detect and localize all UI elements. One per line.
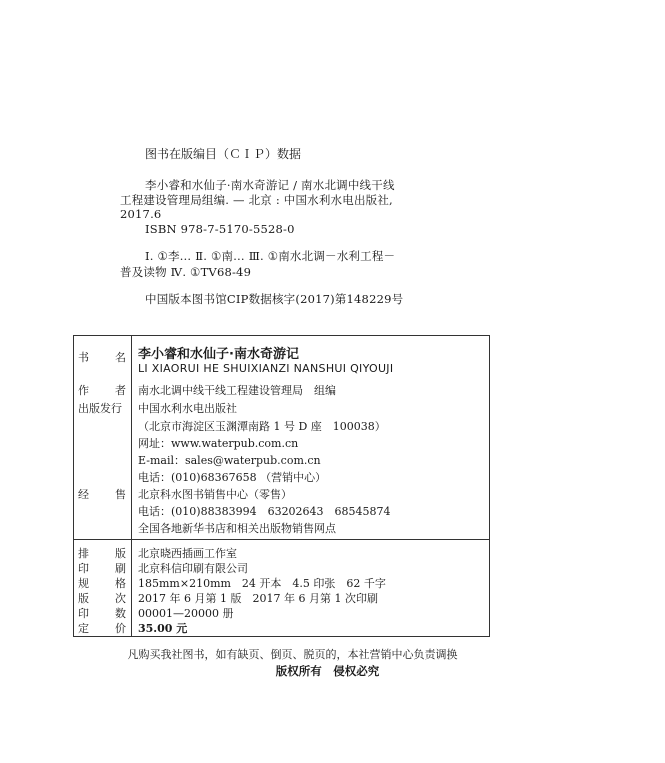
- cip-heading: 图书在版编目（ＣＩＰ）数据: [145, 147, 302, 161]
- label-char: 售: [115, 488, 126, 501]
- label-char: 数: [115, 607, 126, 620]
- label-char: 版: [115, 547, 126, 560]
- label-char: 规: [78, 577, 89, 590]
- label-char: 经: [78, 488, 89, 501]
- distributor-network: 全国各地新华书店和相关出版物销售网点: [138, 522, 336, 535]
- label-char: 作: [78, 384, 89, 397]
- cip-record-number: 中国版本图书馆CIP数据核字(2017)第148229号: [145, 292, 404, 306]
- copies-value: 00001—20000 册: [138, 607, 234, 620]
- price-value: 35.00 元: [138, 622, 188, 635]
- label-char: 者: [115, 384, 126, 397]
- rights-notice: 版权所有 侵权必究: [275, 664, 380, 678]
- label-char: 刷: [115, 562, 126, 575]
- edition-label: [78, 590, 126, 606]
- publisher-value: 中国水利水电出版社: [138, 402, 237, 415]
- label-char: 次: [115, 592, 126, 605]
- replacement-notice: 凡购买我社图书，如有缺页、倒页、脱页的，本社营销中心负责调换: [127, 648, 458, 661]
- label-char: 格: [115, 577, 126, 590]
- spec-value: 185mm×210mm 24 开本 4.5 印张 62 千字: [138, 577, 386, 590]
- book-title-cn: 李小睿和水仙子·南水奇游记: [138, 347, 299, 362]
- printing-value: 北京科信印刷有限公司: [138, 562, 248, 575]
- cip-line-3: 2017.6: [120, 207, 162, 221]
- label-char: 版: [78, 592, 89, 605]
- section-divider: [74, 539, 489, 540]
- spec-label: [78, 575, 126, 591]
- price-label: [78, 620, 126, 636]
- label-char: 名: [115, 351, 126, 364]
- publisher-website: 网址：www.waterpub.com.cn: [138, 437, 299, 450]
- label-char: 印: [78, 562, 89, 575]
- publisher-address: （北京市海淀区玉渊潭南路 1 号 D 座 100038）: [138, 420, 386, 433]
- label-char: 定: [78, 622, 89, 635]
- publisher-email: E-mail：sales@waterpub.com.cn: [138, 454, 321, 467]
- book-title-en: LI XIAORUI HE SHUIXIANZI NANSHUI QIYOUJI: [138, 362, 394, 375]
- copies-label: [78, 605, 126, 621]
- copyright-info-box: [73, 335, 490, 637]
- cip-line-1: 李小睿和水仙子·南水奇游记 / 南水北调中线干线: [145, 178, 395, 192]
- column-divider: [131, 336, 132, 636]
- author-label: [78, 382, 126, 398]
- distributor-value: 北京科水图书销售中心（零售）: [138, 488, 292, 501]
- typeset-label: [78, 545, 126, 561]
- publisher-phone: 电话：(010)68367658 （营销中心）: [138, 471, 327, 484]
- author-value: 南水北调中线干线工程建设管理局 组编: [138, 384, 336, 397]
- publisher-label: 出版发行: [78, 402, 122, 415]
- cip-isbn: ISBN 978-7-5170-5528-0: [145, 222, 295, 236]
- distributor-phone: 电话：(010)88383994 63202643 68545874: [138, 505, 391, 518]
- book-title-label: [78, 349, 126, 365]
- cip-line-2: 工程建设管理局组编. — 北京 : 中国水利水电出版社,: [120, 193, 393, 207]
- printing-label: [78, 560, 126, 576]
- label-char: 价: [115, 622, 126, 635]
- label-char: 排: [78, 547, 89, 560]
- distributor-label: [78, 486, 126, 502]
- typeset-value: 北京晓西插画工作室: [138, 547, 237, 560]
- cip-classification-1: Ⅰ. ①李… Ⅱ. ①南… Ⅲ. ①南水北调－水利工程－: [145, 249, 396, 263]
- label-char: 印: [78, 607, 89, 620]
- cip-classification-2: 普及读物 Ⅳ. ①TV68-49: [120, 265, 252, 279]
- label-char: 书: [78, 351, 89, 364]
- edition-value: 2017 年 6 月第 1 版 2017 年 6 月第 1 次印刷: [138, 592, 378, 605]
